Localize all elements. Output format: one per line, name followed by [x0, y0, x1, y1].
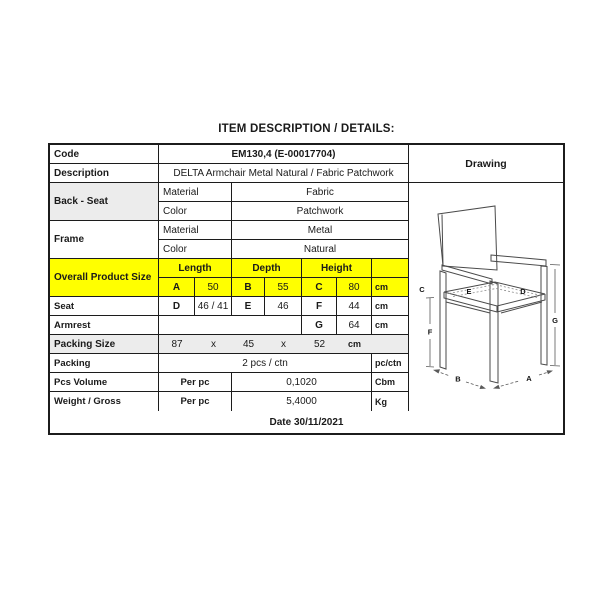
row-overall-size [50, 259, 408, 297]
back-seat-color-row [159, 202, 408, 220]
packing-size-unit: cm [337, 335, 372, 353]
frame-color-value: Natural [303, 243, 337, 255]
overall-size-header-row [159, 259, 408, 278]
dim-label-f: F [427, 327, 433, 337]
chair-drawing-icon [409, 183, 563, 411]
dim-label-a: A [526, 374, 532, 383]
row-packing-size [50, 335, 408, 354]
dim-label-b: B [455, 374, 461, 384]
pcs-volume-key: Per pc [159, 373, 232, 391]
overall-size-value-row [159, 278, 408, 296]
row-packing [50, 354, 408, 373]
overall-size-unit: cm [372, 278, 408, 296]
frame-material-row [159, 221, 408, 240]
armrest-height-letter: G [302, 316, 337, 334]
seat-unit: cm [375, 301, 389, 311]
spec-table [48, 143, 565, 435]
depth-header: Depth [232, 259, 302, 277]
height-header: Height [302, 259, 372, 277]
row-armrest [50, 316, 408, 335]
row-back-seat [50, 183, 408, 221]
frame-color-row [159, 240, 408, 258]
spec-table-main [50, 145, 563, 411]
row-weight-gross [50, 392, 408, 411]
spec-table-left [50, 145, 409, 411]
code-value: EM130,4 (E-00017704) [231, 148, 336, 160]
length-header: Length [159, 259, 232, 277]
packing-size-trailing-cell [372, 335, 408, 353]
row-code [50, 145, 408, 164]
frame-material-key: Material [159, 221, 232, 239]
seat-label: Seat [50, 297, 159, 315]
description-label: Description [50, 164, 159, 182]
weight-gross-unit: Kg [375, 396, 387, 407]
back-seat-color-value: Patchwork [296, 205, 344, 217]
pcs-volume-unit: Cbm [375, 377, 395, 387]
packing-unit: pc/ctn [375, 358, 402, 368]
pcs-volume-value: 0,1020 [232, 373, 372, 391]
frame-label: Frame [50, 221, 159, 258]
depth-letter: B [232, 278, 265, 296]
seat-depth-letter: E [232, 297, 265, 315]
page-title: ITEM DESCRIPTION / DETAILS: [218, 123, 395, 135]
pcs-volume-label: Pcs Volume [50, 373, 159, 391]
seat-length-letter: D [159, 297, 195, 315]
height-value: 80 [337, 278, 372, 296]
frame-color-key: Color [159, 240, 232, 258]
packing-size-sep1: x [195, 335, 232, 353]
row-frame [50, 221, 408, 259]
frame-material-value: Metal [307, 224, 333, 236]
weight-gross-label: Weight / Gross [50, 392, 159, 411]
height-letter: C [302, 278, 337, 296]
drawing-header: Drawing [409, 145, 563, 183]
back-seat-material-value: Fabric [306, 186, 334, 198]
drawing-body [409, 183, 563, 411]
seat-height-value: 44 [337, 297, 372, 315]
code-label: Code [50, 145, 159, 163]
packing-size-v2: 45 [232, 335, 265, 353]
row-seat [50, 297, 408, 316]
row-pcs-volume [50, 373, 408, 392]
seat-length-value: 46 / 41 [195, 297, 232, 315]
back-seat-color-key: Color [159, 202, 232, 220]
packing-size-v1: 87 [159, 335, 195, 353]
armrest-label: Armrest [50, 316, 159, 334]
weight-gross-key: Per pc [159, 392, 232, 411]
seat-depth-value: 46 [265, 297, 302, 315]
overall-size-label: Overall Product Size [50, 259, 159, 296]
drawing-column [409, 145, 563, 411]
armrest-empty-cell [159, 316, 302, 334]
seat-height-letter: F [302, 297, 337, 315]
weight-gross-value: 5,4000 [232, 392, 372, 411]
packing-size-label: Packing Size [50, 335, 159, 353]
packing-size-v3: 52 [302, 335, 337, 353]
date-row: Date 30/11/2021 [269, 416, 344, 428]
dim-label-g: G [552, 316, 558, 325]
back-seat-material-key: Material [159, 183, 232, 201]
packing-size-sep2: x [265, 335, 302, 353]
packing-label: Packing [50, 354, 159, 372]
back-seat-label: Back - Seat [50, 183, 159, 220]
overall-size-header-unit-cell [372, 259, 408, 277]
dim-label-d: D [520, 287, 526, 296]
dim-label-e: E [466, 287, 472, 296]
length-letter: A [159, 278, 195, 296]
depth-value: 55 [265, 278, 302, 296]
armrest-unit: cm [375, 320, 389, 330]
length-value: 50 [195, 278, 232, 296]
row-description [50, 164, 408, 183]
dim-label-c: C [419, 285, 425, 294]
armrest-height-value: 64 [337, 316, 372, 334]
back-seat-material-row [159, 183, 408, 202]
packing-value: 2 pcs / ctn [159, 354, 372, 372]
description-value: DELTA Armchair Metal Natural / Fabric Patchwork [173, 167, 394, 179]
